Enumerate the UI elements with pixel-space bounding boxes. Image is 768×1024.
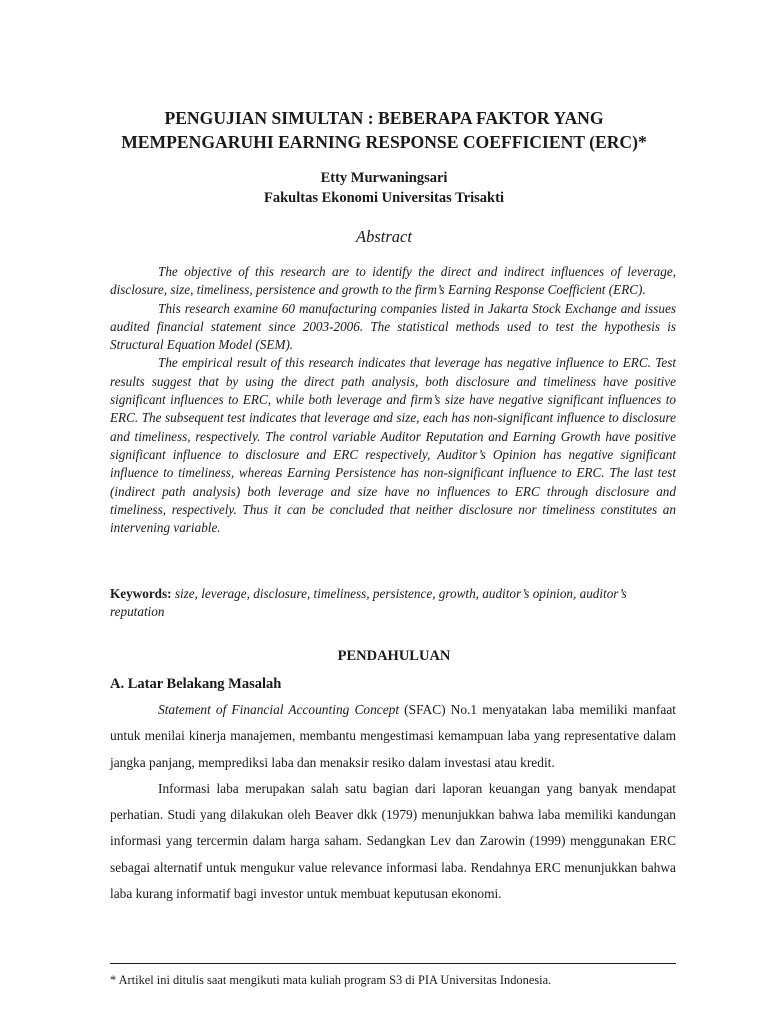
paper-title-line-2: MEMPENGARUHI EARNING RESPONSE COEFFICIENT (ERC)* (121, 132, 647, 152)
body-paragraph-1-text: (SFAC) No.1 menyatakan laba memiliki manfaat untuk menilai kinerja manajemen, membantu mengestimasi kemampuan laba yang representative dalam jangka panjang, memprediksi laba dan menaksir resiko dalam investasi atau kredit. (110, 702, 676, 770)
body-paragraph-2: Informasi laba merupakan salah satu bagian dari laporan keuangan yang banyak mendapat perhatian. Studi yang dilakukan oleh Beaver dkk (1979) menunjukkan bahwa laba memiliki kandungan informasi yang tercermin dalam harga saham. Sedangkan Lev dan Zarowin (1999) menggunakan ERC sebagai alternatif untuk mengukur value relevance informasi laba. Rendahnya ERC menunjukkan bahwa laba kurang informatif bagi investor untuk membuat keputusan ekonomi. (110, 780, 676, 902)
abstract-body (110, 263, 676, 537)
paper-title-line-1: PENGUJIAN SIMULTAN : BEBERAPA FAKTOR YANG (164, 108, 604, 128)
keywords-list: size, leverage, disclosure, timeliness, persistence, growth, auditor’s opinion, auditor’s reputation (110, 586, 627, 620)
body-text (110, 697, 676, 907)
footnote: * Artikel ini ditulis saat mengikuti mata kuliah program S3 di PIA Universitas Indonesia. (110, 973, 552, 987)
abstract-paragraph-2: This research examine 60 manufacturing companies listed in Jakarta Stock Exchange and issues audited financial statement since 2003-2006. The statistical methods used to test the hypothesis is Structural Equation Model (SEM). (110, 300, 676, 353)
abstract-paragraph-1: The objective of this research are to identify the direct and indirect influences of leverage, disclosure, size, timeliness, persistence and growth to the firm’s Earning Response Coefficient (ERC). (110, 264, 676, 298)
sfac-term: Statement of Financial Accounting Concept (158, 702, 400, 717)
keywords-separator: : (167, 586, 172, 601)
keywords (110, 585, 676, 622)
abstract-paragraph-3: The empirical result of this research indicates that leverage has negative influence to ERC. Test results suggest that by using the direct path analysis, both disclosure and timeliness have positive significant influences to ERC, while both leverage and firm’s size have negative significant influences to ERC. The subsequent test indicates that leverage and size, each has non-significant influence to disclosure and timeliness, respectively. The control variable Auditor Reputation and Earning Growth have positive significant influence to disclosure and ERC respectively, Auditor’s Opinion has negative significant influence to timeliness, whereas Earning Persistence has non-significant influence to ERC. The last test (indirect path analysis) both leverage and size have no influences to ERC through disclosure and timeliness, respectively. Thus it can be concluded that neither disclosure nor timeliness constitutes an intervening variable. (110, 355, 676, 536)
keywords-label-text: Keywords (110, 586, 168, 601)
author-name: Etty Murwaningsari (320, 170, 448, 186)
abstract-heading: Abstract (356, 227, 412, 246)
keywords-label (110, 586, 172, 601)
section-heading: PENDAHULUAN (337, 648, 451, 664)
body-paragraph-1 (110, 697, 676, 776)
author-block (0, 168, 768, 208)
paper-title (0, 106, 768, 154)
subsection-heading: A. Latar Belakang Masalah (110, 676, 282, 692)
author-affiliation: Fakultas Ekonomi Universitas Trisakti (264, 190, 504, 206)
footnote-divider (110, 963, 676, 964)
